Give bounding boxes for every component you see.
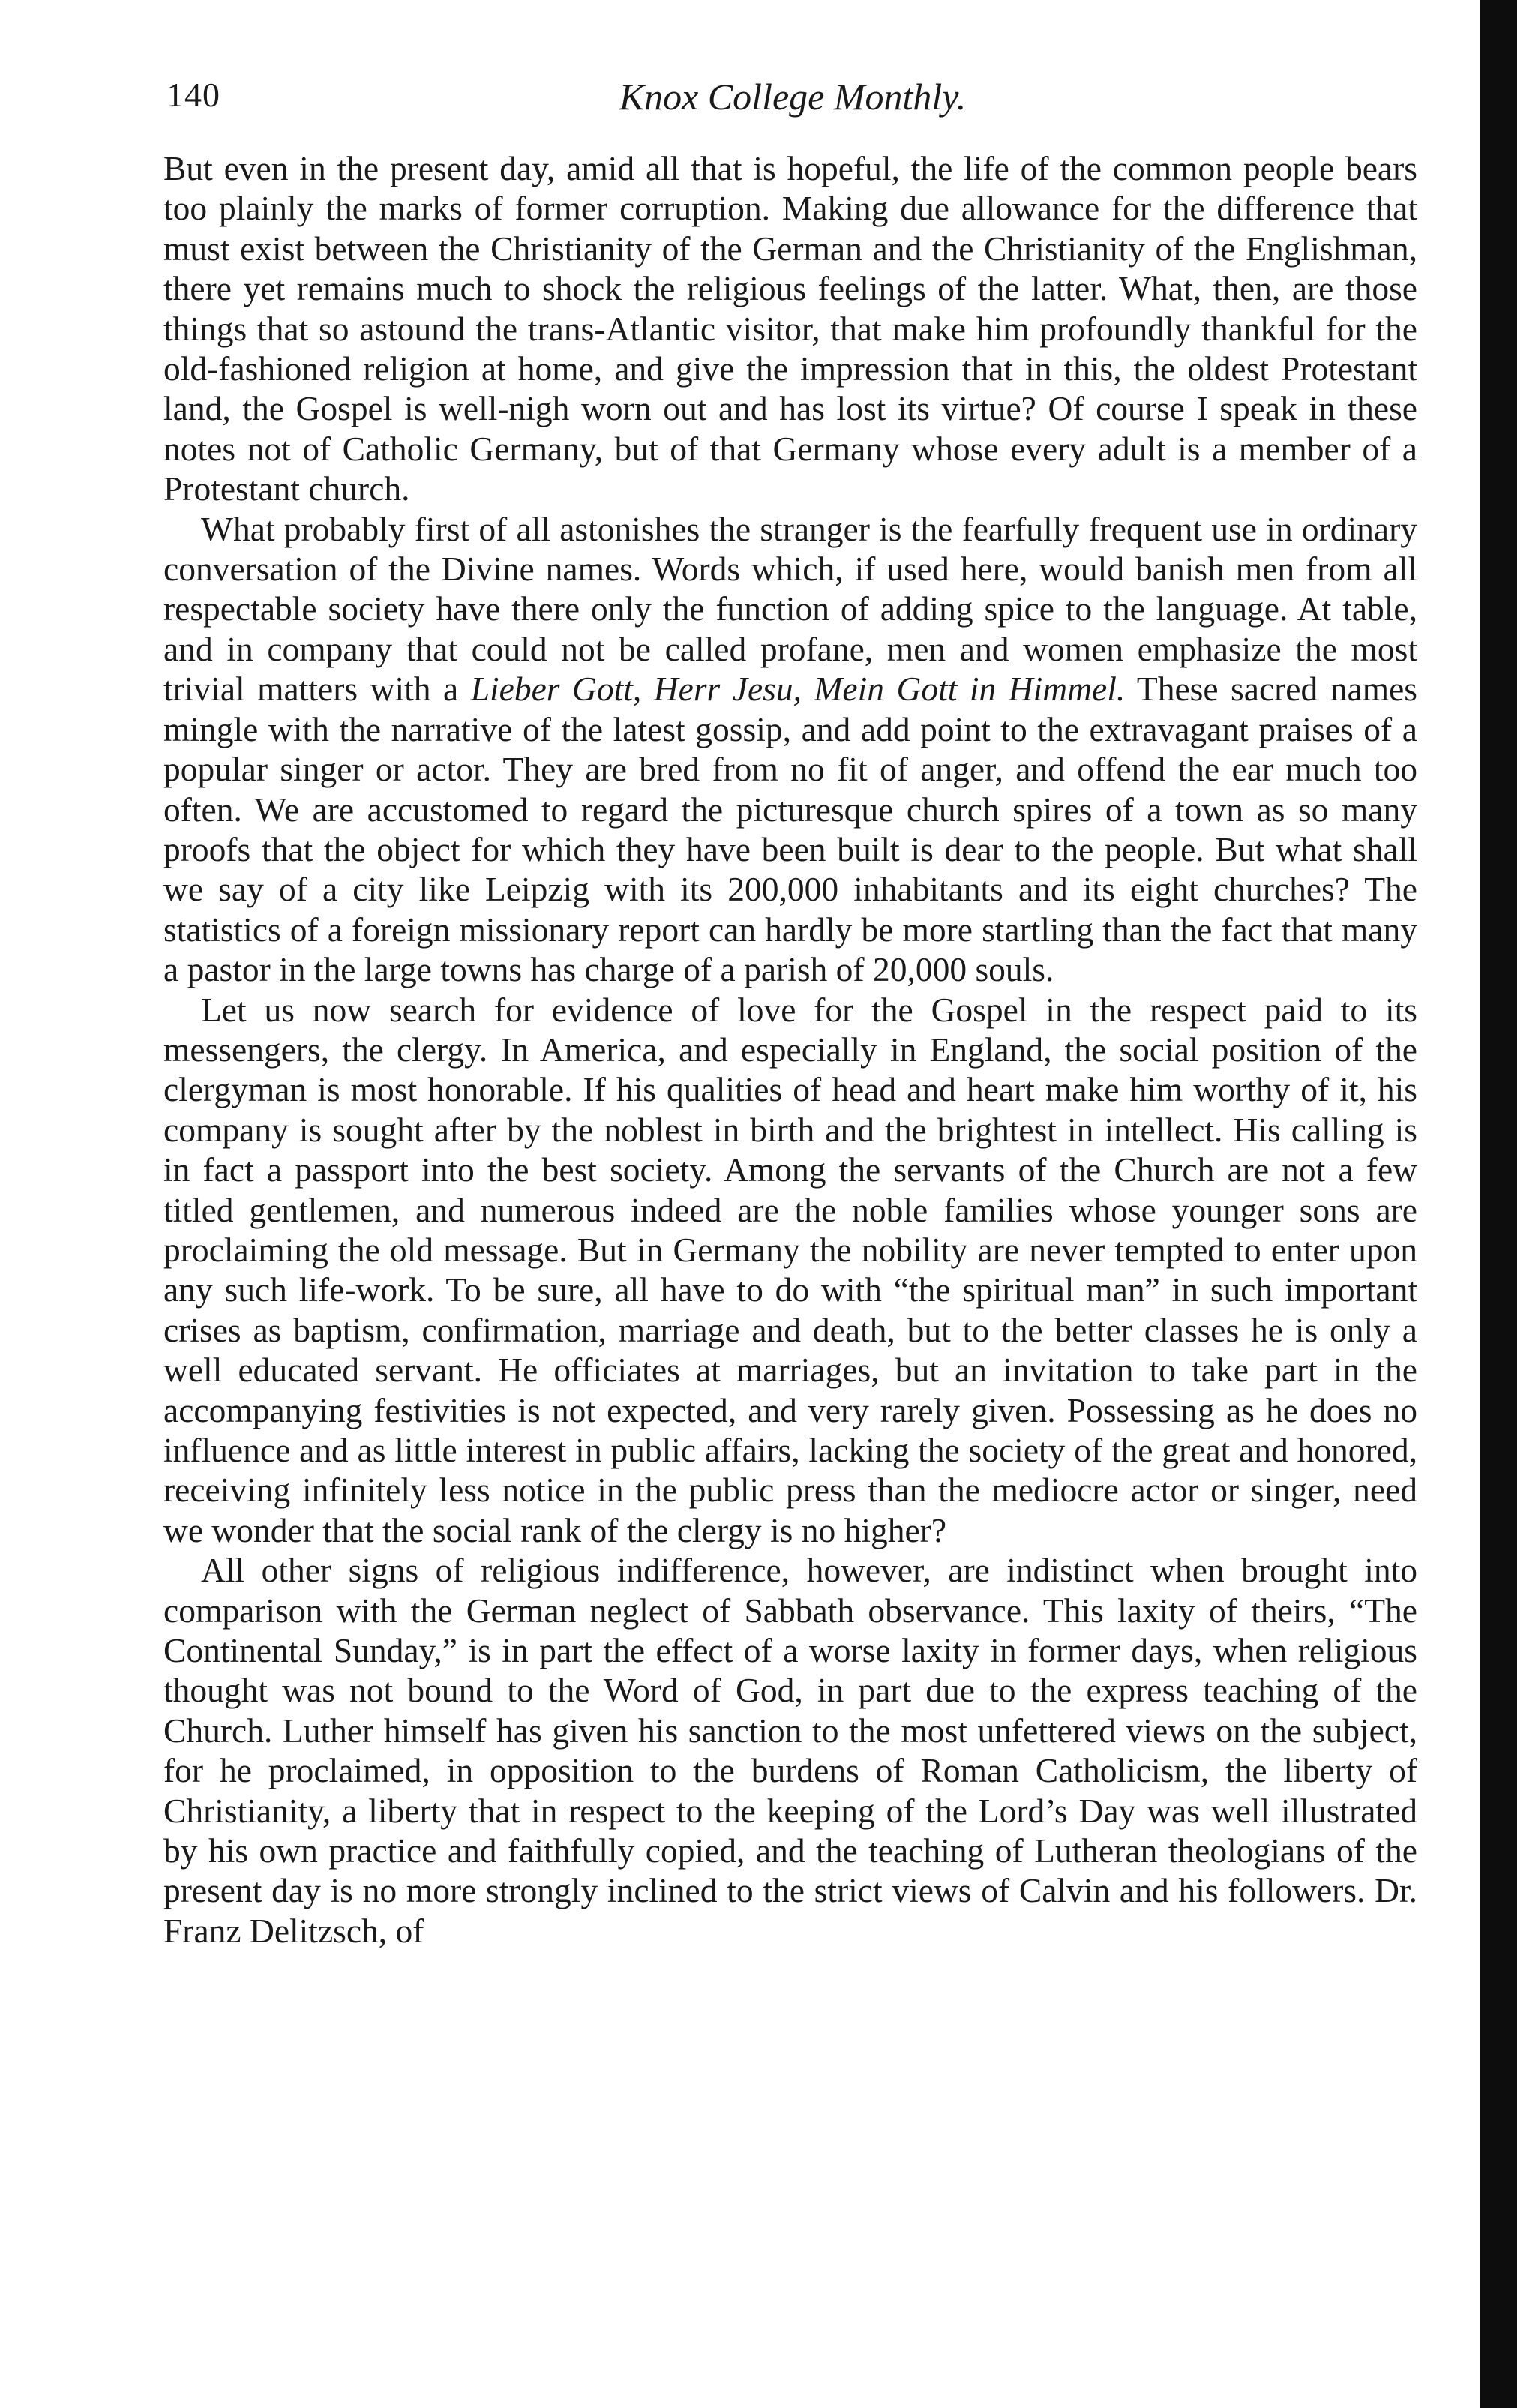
paragraph-2 [163, 509, 1417, 990]
page-header [166, 75, 1419, 127]
paragraph-3: Let us now search for evidence of love for the Gospel in the respect paid to its messengers, the clergy. In America, and especially in England, the social position of the clergyman is most honorable. If his qualities of head and heart make him worthy of it, his company is sought after by the noblest in birth and the brightest in intellect. His calling is in fact a passport into the best society. Among the servants of the Church are not a few titled gentlemen, and numerous indeed are the noble families whose younger sons are proclaiming the old message. But in Germany the nobility are never tempted to enter upon any such life-work. To be sure, all have to do with “the spiritual man” in such important crises as baptism, confirmation, marriage and death, but to the better classes he is only a well educated servant. He officiates at marriages, but an invitation to take part in the accompanying festivities is not expected, and very rarely given. Possessing as he does no influence and as little interest in public affairs, lacking the society of the great and honored, receiving infinitely less notice in the public press than the mediocre actor or singer, need we wonder that the social rank of the clergy is no higher? [163, 990, 1417, 1549]
page-number: 140 [166, 76, 220, 114]
paragraph-4: All other signs of religious indifference, however, are indistinct when brought into comparison with the German neglect of Sabbath observance. This laxity of theirs, “The Continental Sunday,” is in part the effect of a worse laxity in former days, when religious thought was not bound to the Word of God, in part due to the express teaching of the Church. Luther himself has given his sanction to the most unfettered views on the subject, for he proclaimed, in opposition to the burdens of Roman Catholicism, the liberty of Christianity, a liberty that in respect to the keeping of the Lord’s Day was well illustrated by his own practice and faithfully copied, and the teaching of Lutheran theologians of the present day is no more strongly inclined to the strict views of Calvin and his followers. Dr. Franz Delitzsch, of [163, 1551, 1417, 1950]
body-text [163, 148, 1417, 1951]
paragraph-2-rest: These sacred names mingle with the narrative of the latest gossip, and add point to the extravagant praises of a popular singer or actor. They are bred from no fit of anger, and offend the ear much too often. We are accustomed to regard the picturesque church spires of a town as so many proofs that the object for which they have been built is dear to the people. But what shall we say of a city like Leipzig with its 200,000 inhabitants and its eight churches? The statistics of a foreign missionary report can hardly be more startling than the fact that many a pastor in the large towns has charge of a parish of 20,000 souls. [163, 670, 1417, 989]
german-divine-names: Lieber Gott, Herr Jesu, Mein Gott in Himmel. [470, 670, 1126, 709]
paragraph-1: But even in the present day, amid all that is hopeful, the life of the common people bears too plainly the marks of former corruption. Making due allowance for the difference that must exist between the Christianity of the German and the Christianity of the Englishman, there yet remains much to shock the religious feelings of the latter. What, then, are those things that so astound the trans-Atlantic visitor, that make him profoundly thankful for the old-fashioned religion at home, and give the impression that in this, the oldest Protestant land, the Gospel is well-nigh worn out and has lost its virtue? Of course I speak in these notes not of Catholic Germany, but of that Germany whose every adult is a member of a Protestant church. [163, 149, 1417, 508]
running-title: Knox College Monthly. [619, 76, 967, 118]
paragraph-2-lead: What probably first of all astonishes the stranger is the fearfully frequent use in ordinary conversation of the Divine names. Words which, if used here, would banish men from all respectable society have there only the function of adding spice to the language. At table, and in company that could not be called profane, men and women emphasize the most trivial matters with a [163, 509, 1417, 709]
scan-edge-shadow [1480, 0, 1517, 2408]
